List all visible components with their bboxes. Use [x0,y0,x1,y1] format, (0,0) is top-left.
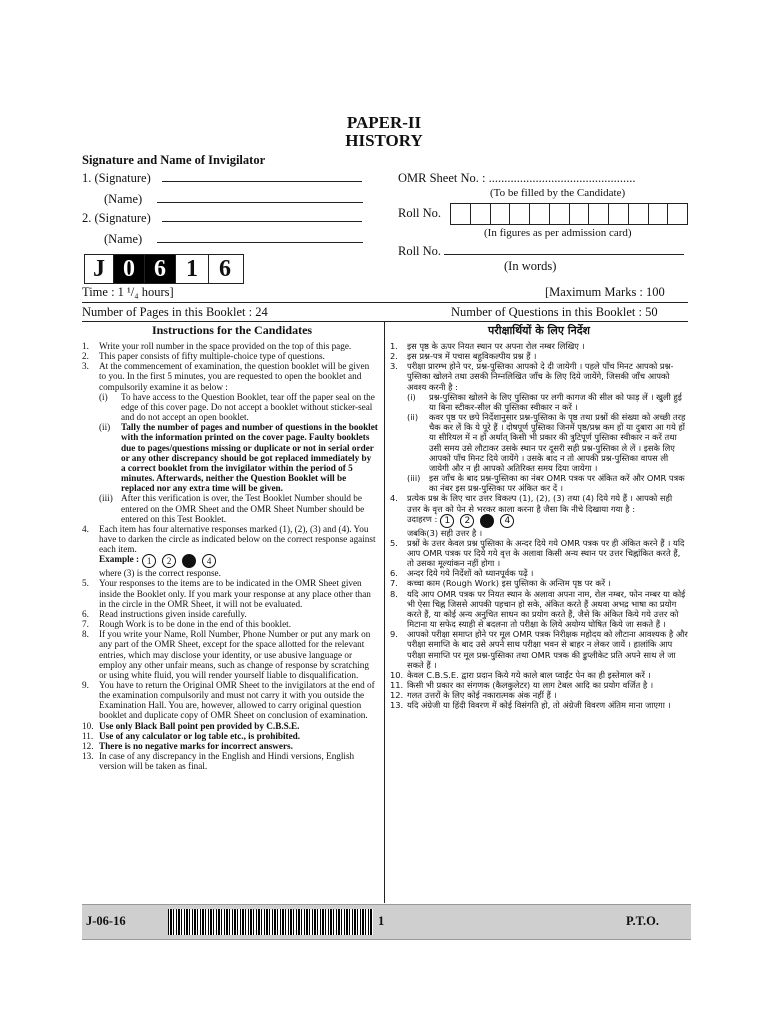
instruction-subitem: (iii) After this verification is over, the Test Booklet Number should be entered on the OMR Sheet and the OMR Sheet Number should be entered on this Test Booklet. [99,493,365,524]
instruction-subitem: (iii) इस जाँच के बाद प्रश्न-पुस्तिका का नंबर OMR पत्रक पर अंकित करें और OMR पत्रक का नंबर इस प्रश्न-पुस्तिका पर अंकित कर दें । [407,473,685,494]
instruction-item: 6. Read instructions given inside carefully. [82,608,247,619]
instruction-item: 6. अन्दर दिये गये निर्देशों को ध्यानपूर्वक पढ़ें । [390,568,534,579]
instruction-subitem: (ii) Tally the number of pages and number of questions in the booklet with the information printed on the cover page. Faulty booklets due to pages/questions missing or duplicate or not in serial order or any other discrepancy should be got replaced immediately by a correct booklet from the invigilator within the period of 5 minutes. Afterwards, neither the Question Booklet will be replaced nor any extra time will be given. [99,422,378,494]
paper-title: PAPER-II [346,113,422,132]
column-divider [384,321,385,903]
instruction-item: 7. Rough Work is to be done in the end of this booklet. [82,619,292,630]
roll-words-note: (In words) [504,259,557,273]
instruction-item: 8. यदि आप OMR पत्रक पर नियत स्थान के अलावा अपना नाम, रोल नम्बर, फोन नम्बर या कोई भी ऐसा चिह्न जिससे आपकी पहचान हो सके, अंकित करते हैं अथवा अभद्र भाषा का प्रयोग करते हैं, या कोई अन्य अनुचित साधन का प्रयोग करते हैं, जैसे कि अंकित किये गये उत्तर को मिटाना या सफेद स्याही से बदलना तो परीक्षा के लिये अयोग्य घोषित किये जा सकते हैं । [390,588,686,630]
option-circle: 1 [440,514,454,528]
divider [82,321,688,322]
divider [82,302,688,303]
code-char: 1 [176,255,209,283]
option-circle: 2 [162,554,176,568]
page-count: Number of Pages in this Booklet : 24 [82,305,268,319]
option-circle: 1 [142,554,156,568]
omr-sheet-no: OMR Sheet No. : ............................................... [398,171,636,185]
question-count: Number of Questions in this Booklet : 50 [451,305,658,319]
roll-no-note: (In figures as per admission card) [484,227,632,239]
option-circle: 4 [500,514,514,528]
time-allowed: Time : 1 ¹/₄ hours] [82,285,174,299]
instruction-note: where (3) is the correct response. [99,568,221,579]
instruction-item: 5. Your responses to the items are to be indicated in the OMR Sheet given inside the Booklet only. If you mark your response at any place other than in the circle in the OMR Sheet, it will not be evaluated. [82,578,371,609]
invigilator-2-signature: 2. (Signature) [82,211,362,226]
pto-label: P.T.O. [626,914,659,928]
instruction-subitem: (i) प्रश्न-पुस्तिका खोलने के लिए पुस्तिका पर लगी कागज की सील को फाड़ लें । खुली हुई या बिना स्टीकर-सील की पुस्तिका स्वीकार न करें । [407,391,682,412]
invigilator-1-name: (Name) [104,192,363,207]
roll-no-words: Roll No. [398,244,684,259]
option-circle: 2 [460,514,474,528]
instruction-item: 5. प्रश्नों के उत्तर केवल प्रश्न पुस्तिका के अन्दर दिये गये OMR पत्रक पर ही अंकित करने हैं । यदि आप OMR पत्रक पर दिये गये वृत्त के अलावा किसी अन्य स्थान पर उत्तर चिह्नांकित करते हैं, तो उसका मूल्यांकन नहीं होगा । [390,537,685,569]
roll-words-line [444,254,684,255]
instruction-item: 1. Write your roll number in the space provided on the top of this page. [82,341,352,351]
instructions-heading-hi: परीक्षार्थियों के लिए निर्देश [487,324,591,337]
instruction-item: 4. प्रत्येक प्रश्न के लिए चार उत्तर विकल्प (1), (2), (3) तथा (4) दिये गये हैं । आपको सही उत्तर के वृत्त को पेन से भरकर काला करना है जैसा कि नीचे दिखाया गया है : [390,493,673,514]
option-circle-filled [480,514,494,528]
roll-no-boxes[interactable] [450,203,688,225]
instruction-note: जबकि(3) सही उत्तर है । [407,527,483,538]
page-number: 1 [378,914,385,928]
instruction-item: 3. परीक्षा प्रारम्भ होने पर, प्रश्न-पुस्तिका आपको दे दी जायेगी । पहले पाँच मिनट आपको प्रश्न-पुस्तिका खोलने तथा उसकी निम्नलिखित जाँच के लिए दिये जायेंगे, जिसकी जाँच आपको अवश्य करनी है : [390,361,674,392]
instruction-item: 9. You have to return the Original OMR Sheet to the invigilators at the end of the examination compulsorily and must not carry it with you outside the Examination Hall. You are, however, allowed to carry original question booklet and duplicate copy of OMR Sheet on conclusion of examination. [82,680,375,721]
option-circle: 4 [202,554,216,568]
instruction-item: 2. इस प्रश्न-पत्र में पचास बहुविकल्पीय प्रश्न हैं । [390,351,537,362]
example-row: Example : 1 2 4 [82,554,378,568]
code-char: J [85,255,114,283]
invigilator-2-name: (Name) [104,232,363,247]
instruction-item: 9. आपको परीक्षा समाप्त होने पर मूल OMR पत्रक निरीक्षक महोदय को लौटाना आवश्यक है और परीक्षा समाप्ति के बाद उसे अपने साथ परीक्षा भवन से बाहर न लेकर जायें । हालांकि आप परीक्षा समाप्ति पर मूल प्रश्न-पुस्तिका तथा OMR पत्रक की डुप्लीकेट प्रति अपने साथ ले जा सकते हैं । [390,629,688,670]
code-char: 6 [145,255,176,283]
roll-no-label: Roll No. [398,206,442,220]
example-row: उदाहरण : 1 2 4 [390,514,688,528]
subject-title: HISTORY [345,131,423,150]
instruction-subitem: (i) To have access to the Question Booklet, tear off the paper seal on the edge of this cover page. Do not accept a booklet without sticker-seal and do not accept an open booklet. [99,391,375,423]
option-circle-filled [182,554,196,568]
instruction-item: 8. If you write your Name, Roll Number, Phone Number or put any mark on any part of the OMR Sheet, except for the space allotted for the relevant entries, which may disclose your identity, or use abusive language or employ any other unfair means, such as change of response by scratching or using white fluid, you will render yourself liable to disqualification. [82,629,371,680]
footer-code: J-06-16 [86,914,126,928]
instruction-item: 3. At the commencement of examination, the question booklet will be given to you. In the first 5 minutes, you are requested to open the booklet and compulsorily examine it as below : [82,361,370,392]
page-footer [82,904,691,940]
omr-note: (To be filled by the Candidate) [490,187,626,199]
invigilator-heading: Signature and Name of Invigilator [82,153,266,167]
instructions-hi [390,341,688,710]
maximum-marks: [Maximum Marks : 100 [545,285,665,299]
code-char: 0 [114,255,145,283]
name-line [157,242,363,243]
instruction-item: 11. Use of any calculator or log table etc., is prohibited. [82,730,301,741]
instruction-item: 13. In case of any discrepancy in the English and Hindi versions, English version will be taken as final. [82,751,355,772]
instructions-heading-en: Instructions for the Candidates [151,323,313,337]
instruction-item: 12. There is no negative marks for incorrect answers. [82,740,293,751]
code-char: 6 [219,255,231,282]
instruction-item: 10. केवल C.B.S.E. द्वारा प्रदान किये गये काले बाल प्वाईंट पेन का ही इस्तेमाल करें । [390,669,651,680]
signature-line [162,181,362,182]
instruction-item: 10. Use only Black Ball point pen provided by C.B.S.E. [82,720,300,731]
instruction-item: 11. किसी भी प्रकार का संगणक (कैलकुलेटर) या लाग टेबल आदि का प्रयोग वर्जित है । [390,680,654,690]
invigilator-1-signature: 1. (Signature) [82,171,362,186]
instruction-item: 4. Each item has four alternative responses marked (1), (2), (3) and (4). You have to darken the circle as indicated below on the correct response against each item. [82,523,376,555]
barcode-icon [168,909,373,935]
instructions-en [82,341,378,771]
instruction-item: 7. कच्चा काम (Rough Work) इस पुस्तिका के अन्तिम पृष्ठ पर करें । [390,578,611,589]
signature-line [162,221,362,222]
instruction-item: 2. This paper consists of fifty multiple-choice type of questions. [82,351,325,362]
instruction-item: 13. यदि अंग्रेजी या हिंदी विवरण में कोई विसंगति हो, तो अंग्रेजी विवरण अंतिम माना जाएगा । [390,700,671,711]
name-line [157,202,363,203]
instruction-subitem: (ii) कवर पृष्ठ पर छपे निर्देशानुसार प्रश्न-पुस्तिका के पृष्ठ तथा प्रश्नों की संख्या को अच्छी तरह चैक कर लें कि ये पूरे हैं । दोषपूर्ण पुस्तिका जिनमें पृष्ठ/प्रश्न कम हों या दुबारा आ गये हों या सीरियल में न हों अर्थात् किसी भी प्रकार की त्रुटिपूर्ण पुस्तिका स्वीकार न करें तथा उसी समय उसे लौटाकर उसके स्थान पर दूसरी सही प्रश्न-पुस्तिका ले लें । इसके लिए आपको पाँच मिनट दिये जायेंगे । उसके बाद न तो आपकी प्रश्न-पुस्तिका वापस ली जायेगी और न ही आपको अतिरिक्त समय दिया जायेगा । [407,412,686,473]
paper-code [84,254,244,284]
instruction-item: 1. इस पृष्ठ के ऊपर नियत स्थान पर अपना रोल नम्बर लिखिए । [390,341,585,351]
instruction-item: 12. गलत उत्तरों के लिए कोई नकारात्मक अंक नहीं हैं । [390,690,557,701]
